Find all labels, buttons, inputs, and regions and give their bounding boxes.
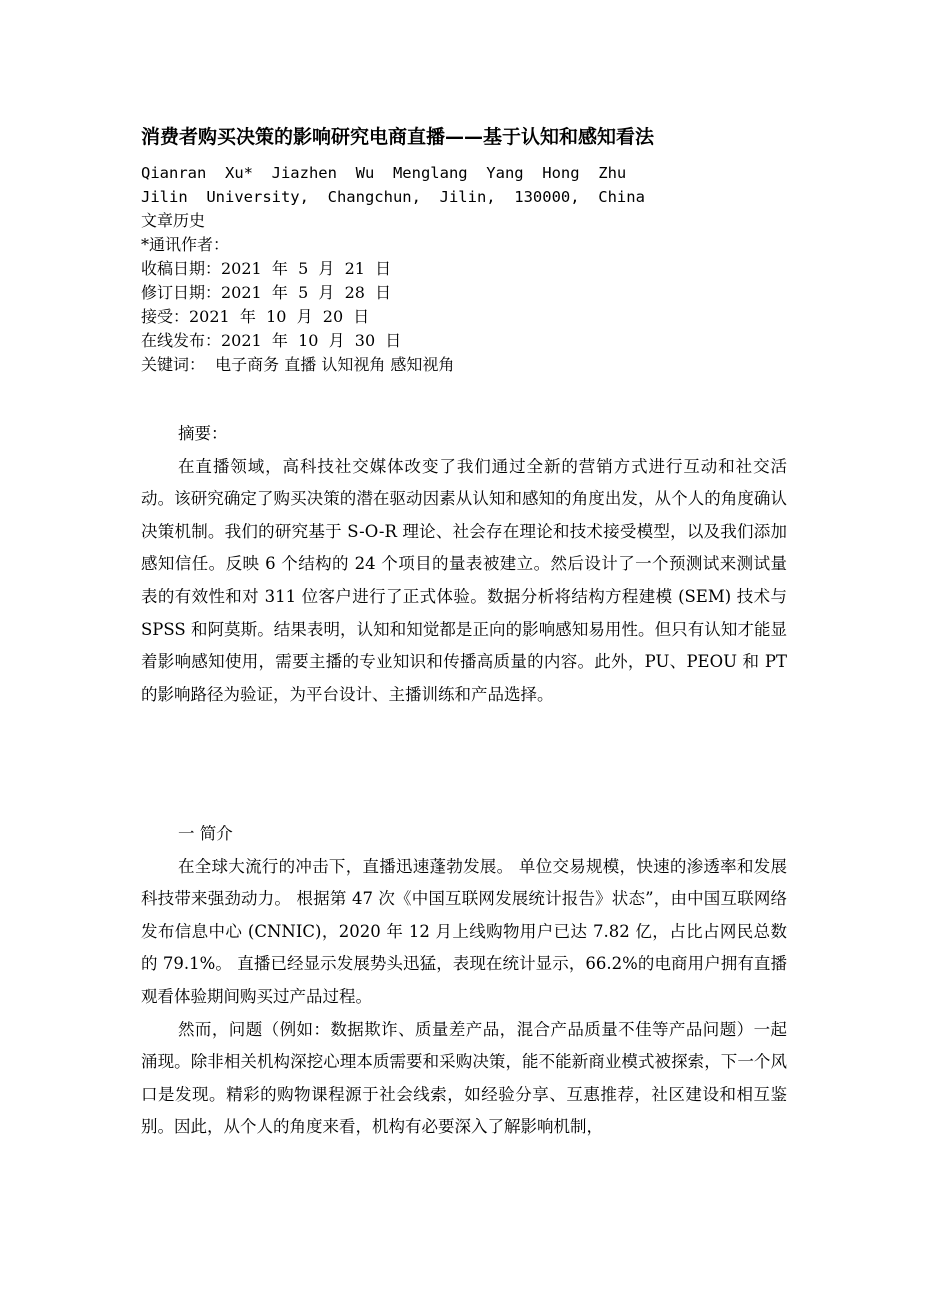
introduction-section — [141, 818, 787, 1144]
accepted-date: 接受：2021 年 10 月 20 日 — [141, 307, 370, 326]
introduction-heading: 一 简介 — [178, 824, 233, 843]
authors-line: Qianran Xu* Jiazhen Wu Menglang Yang Hong Zhu — [141, 164, 627, 182]
published-online-date: 在线发布：2021 年 10 月 30 日 — [141, 331, 402, 350]
abstract-section — [141, 418, 787, 711]
introduction-paragraph: 在全球大流行的冲击下，直播迅速蓬勃发展。 单位交易规模，快速的渗透率和发展科技带来强劲动力。 根据第 47 次《中国互联网发展统计报告》状态”，由中国互联网络发布信息中心 (CNNIC)，2020 年 12 月上线购物用户已达 7.82 亿，占比占网民总数的 79.1%。 直播已经显示发展势头迅猛，表现在统计显示，66.2%的电商用户拥有直播观看体验期间购买过产品过程。 — [141, 856, 787, 1006]
paper-title: 消费者购买决策的影响研究电商直播——基于认知和感知看法 — [141, 126, 655, 148]
corresponding-author-label: *通讯作者： — [141, 235, 230, 254]
abstract-text: 在直播领域，高科技社交媒体改变了我们通过全新的营销方式进行互动和社交活动。该研究确定了购买决策的潜在驱动因素从认知和感知的角度出发，从个人的角度确认决策机制。我们的研究基于 S-O-R 理论、社会存在理论和技术接受模型，以及我们添加感知信任。反映 6 个结构的 24 个项目的量表被建立。然后设计了一个预测试来测试量表的有效性和对 311 位客户进行了正式体验。数据分析将结构方程建模 (SEM) 技术与 SPSS 和阿莫斯。结果表明，认知和知觉都是正向的影响感知易用性。但只有认知才能显着影响感知使用，需要主播的专业知识和传播高质量的内容。此外，PU、PEOU 和 PT 的影响路径为验证，为平台设计、主播训练和产品选择。 — [141, 456, 787, 704]
affiliation-line: Jilin University, Changchun, Jilin, 130000, China — [141, 188, 645, 206]
keywords-line: 关键词： 电子商务 直播 认知视角 感知视角 — [141, 355, 455, 374]
received-date: 收稿日期：2021 年 5 月 21 日 — [141, 259, 392, 278]
introduction-paragraph: 然而，问题（例如：数据欺诈、质量差产品，混合产品质量不佳等产品问题）一起涌现。除非相关机构深挖心理本质需要和采购决策，能不能新商业模式被探索，下一个风口是发现。精彩的购物课程源于社会线索，如经验分享、互惠推荐，社区建设和相互鉴别。因此，从个人的角度来看，机构有必要深入了解影响机制， — [141, 1019, 787, 1137]
revised-date: 修订日期：2021 年 5 月 28 日 — [141, 283, 392, 302]
article-history-label: 文章历史 — [141, 211, 206, 230]
article-metadata — [141, 161, 821, 377]
abstract-heading: 摘要： — [178, 424, 228, 443]
